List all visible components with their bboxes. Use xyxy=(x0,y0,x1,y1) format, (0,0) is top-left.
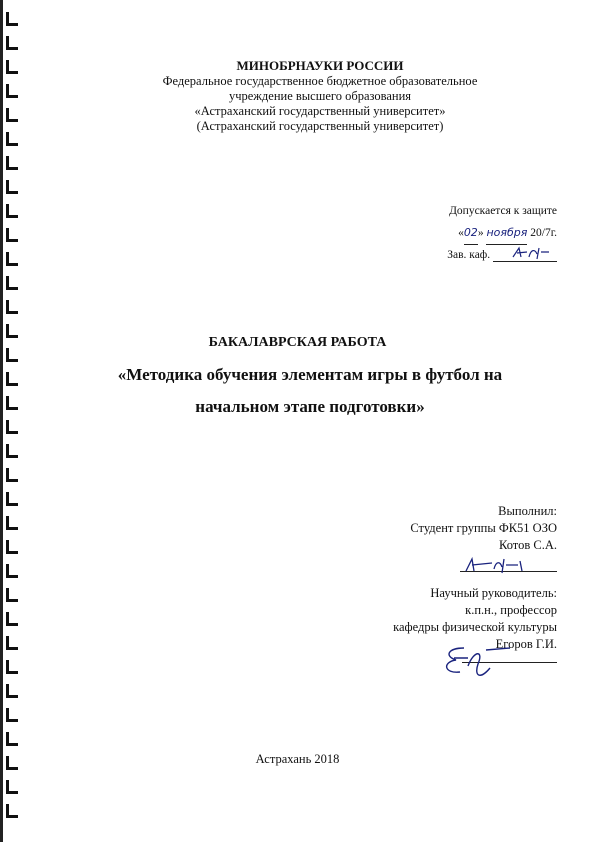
binding-hole xyxy=(6,300,18,314)
city-year: Астрахань 2018 xyxy=(255,752,340,766)
binding-hole xyxy=(6,684,18,698)
supervisor-name: Егоров Г.И. xyxy=(495,637,557,651)
binding-hole xyxy=(6,180,18,194)
binding-hole xyxy=(6,60,18,74)
performer-block xyxy=(337,503,557,554)
approval-date xyxy=(417,222,557,244)
binding-hole xyxy=(6,780,18,794)
date-open-quote: « xyxy=(458,227,464,239)
performer-label: Выполнил: xyxy=(498,504,557,518)
binding-hole xyxy=(6,132,18,146)
supervisor-degree: к.п.н., профессор xyxy=(465,603,557,617)
binding-hole xyxy=(6,516,18,530)
supervisor-signature xyxy=(434,640,514,684)
supervisor-department: кафедры физической культуры xyxy=(393,620,557,634)
date-month: ноября xyxy=(486,222,527,245)
institution-header xyxy=(60,58,580,134)
binding-hole xyxy=(6,540,18,554)
binding-hole xyxy=(6,36,18,50)
binding-hole xyxy=(6,396,18,410)
binding-hole xyxy=(6,12,18,26)
binding-hole xyxy=(6,252,18,266)
head-signature-line xyxy=(493,249,557,262)
institution-line-1: Федеральное государственное бюджетное образовательное xyxy=(162,74,478,88)
performer-signature xyxy=(462,553,532,577)
binding-hole xyxy=(6,492,18,506)
binding-hole xyxy=(6,804,18,818)
performer-name: Котов С.А. xyxy=(499,538,557,552)
institution-line-4: (Астраханский государственный университет) xyxy=(196,119,444,133)
binding-holes xyxy=(0,0,30,842)
work-title xyxy=(110,359,510,423)
binding-hole xyxy=(6,108,18,122)
work-type: БАКАЛАВРСКАЯ РАБОТА xyxy=(208,335,387,350)
date-close-quote: » xyxy=(477,227,484,239)
admitted-label: Допускается к защите xyxy=(449,205,557,217)
binding-hole xyxy=(6,468,18,482)
binding-hole xyxy=(6,444,18,458)
ministry-name: МИНОБРНАУКИ РОССИИ xyxy=(236,58,404,73)
binding-hole xyxy=(6,732,18,746)
binding-hole xyxy=(6,588,18,602)
head-signature xyxy=(493,245,557,261)
defense-approval xyxy=(417,200,557,266)
head-of-department xyxy=(417,244,557,266)
institution-line-2: учреждение высшего образования xyxy=(228,89,412,103)
supervisor-label: Научный руководитель: xyxy=(430,586,557,600)
binding-hole xyxy=(6,276,18,290)
binding-hole xyxy=(6,228,18,242)
institution-line-3: «Астраханский государственный университет» xyxy=(194,104,446,118)
binding-hole xyxy=(6,156,18,170)
head-label: Зав. каф. xyxy=(447,249,491,261)
performer-group: Студент группы ФК51 ОЗО xyxy=(410,521,557,535)
binding-hole xyxy=(6,612,18,626)
binding-hole xyxy=(6,708,18,722)
date-year: 20/7г. xyxy=(530,227,557,239)
binding-hole xyxy=(6,564,18,578)
binding-hole xyxy=(6,660,18,674)
date-day: 02 xyxy=(464,222,478,245)
binding-hole xyxy=(6,636,18,650)
binding-hole xyxy=(6,372,18,386)
binding-hole xyxy=(6,204,18,218)
binding-hole xyxy=(6,84,18,98)
binding-edge xyxy=(0,0,3,842)
work-title-line-2: начальном этапе подготовки» xyxy=(195,397,425,416)
work-title-line-1: «Методика обучения элементам игры в футбол на xyxy=(117,365,503,384)
binding-hole xyxy=(6,420,18,434)
